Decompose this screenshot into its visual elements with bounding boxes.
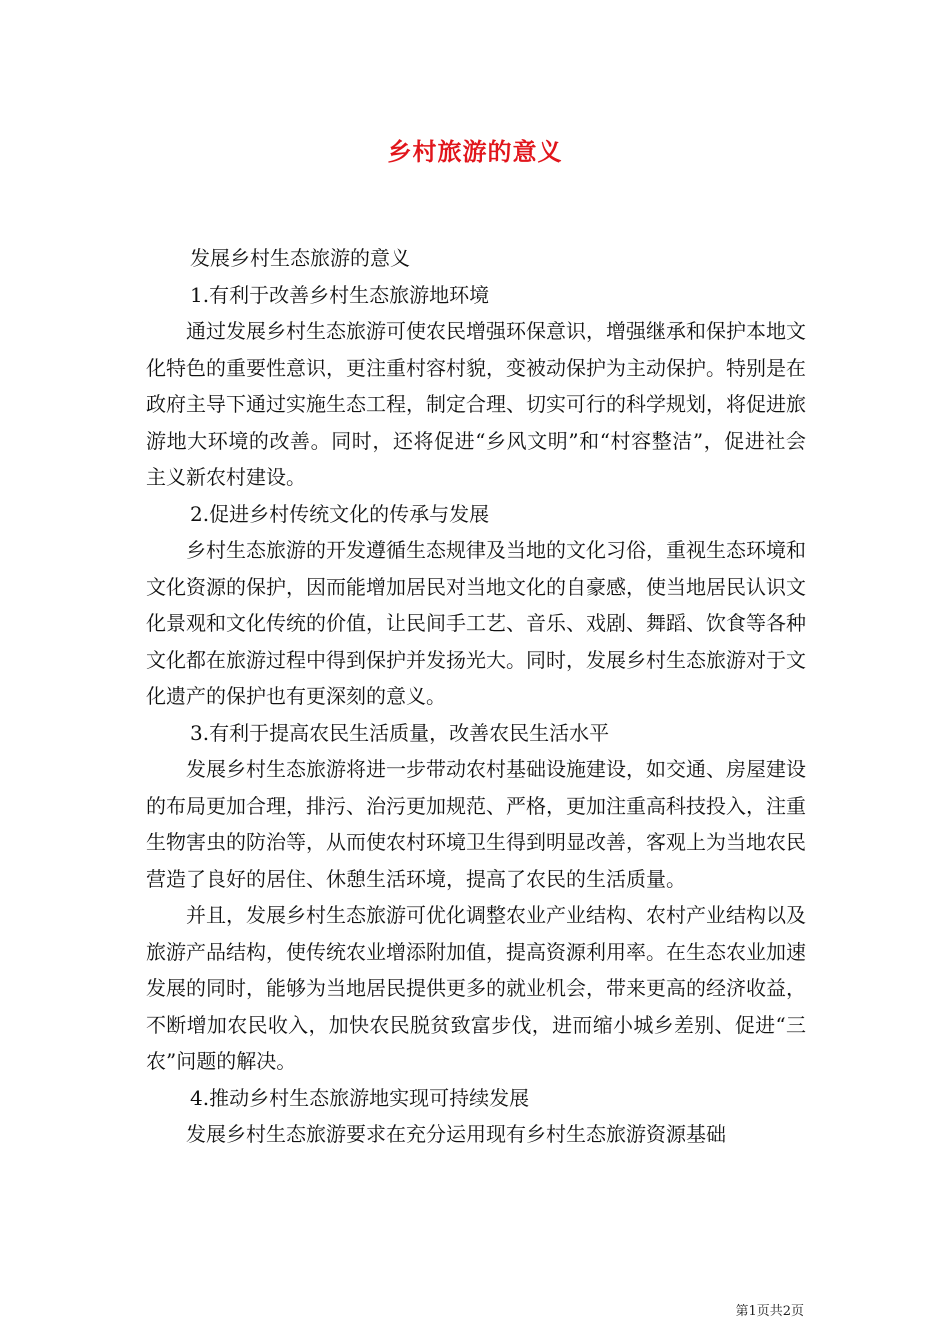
section-heading-3: 3.有利于提高农民生活质量，改善农民生活水平: [190, 720, 610, 745]
section-intro: 发展乡村生态旅游的意义: [190, 246, 410, 270]
paragraph: 乡村生态旅游的开发遵循生态规律及当地的文化习俗，重视生态环境和文化资源的保护，因而能增加居民对当地文化的自豪感，使当地居民认识文化景观和文化传统的价值，让民间手工艺、音乐、戏剧、舞蹈、饮食等各种文化都在旅游过程中得到保护并发扬光大。同时，发展乡村生态旅游对于文化遗产的保护也有更深刻的意义。: [146, 538, 806, 708]
paragraph: 发展乡村生态旅游将进一步带动农村基础设施建设，如交通、房屋建设的布局更加合理，排污、治污更加规范、严格，更加注重高科技投入，注重生物害虫的防治等，从而使农村环境卫生得到明显改善，客观上为当地农民营造了良好的居住、休憩生活环境，提高了农民的生活质量。: [146, 757, 806, 891]
paragraph: 并且，发展乡村生态旅游可优化调整农业产业结构、农村产业结构以及旅游产品结构，使传统农业增添附加值，提高资源利用率。在生态农业加速发展的同时，能够为当地居民提供更多的就业机会，带来更高的经济收益，不断增加农民收入，加快农民脱贫致富步伐，进而缩小城乡差别、促进“三农”问题的解决。: [146, 903, 806, 1073]
section-heading-2: 2.促进乡村传统文化的传承与发展: [190, 501, 490, 526]
document-body: [146, 240, 806, 1153]
section-heading-4: 4.推动乡村生态旅游地实现可持续发展: [190, 1085, 530, 1110]
paragraph: 通过发展乡村生态旅游可使农民增强环保意识，增强继承和保护本地文化特色的重要性意识，更注重村容村貌，变被动保护为主动保护。特别是在政府主导下通过实施生态工程，制定合理、切实可行的科学规划，将促进旅游地大环境的改善。同时，还将促进“乡风文明”和“村容整洁”，促进社会主义新农村建设。: [146, 319, 806, 489]
page-number: 第1页共2页: [735, 1304, 804, 1319]
section-heading-1: 1.有利于改善乡村生态旅游地环境: [190, 282, 490, 307]
paragraph: 发展乡村生态旅游要求在充分运用现有乡村生态旅游资源基础: [186, 1122, 726, 1146]
document-title: 乡村旅游的意义: [387, 137, 563, 166]
